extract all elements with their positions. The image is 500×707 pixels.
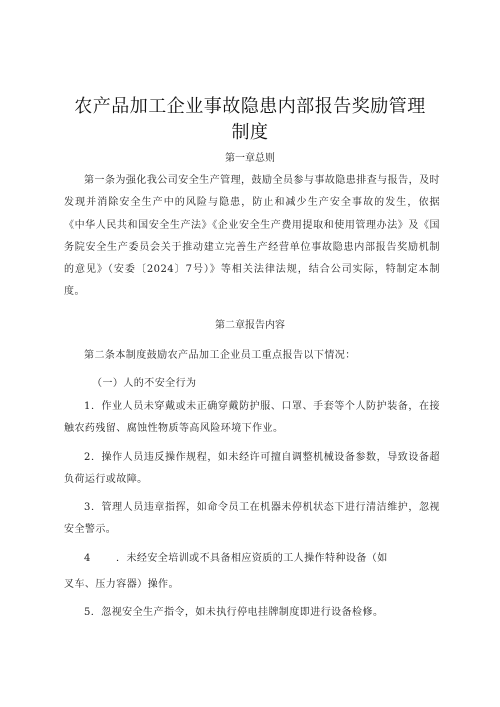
list-item-2: 2．操作人员违反操作规程，如未经许可擅自调整机械设备参数，导致设备超负荷运行或故障。 — [64, 452, 440, 486]
article-1-paragraph: 第一条为强化我公司安全生产管理，鼓励全员参与事故隐患排查与报告，及时发现并消除安全生产中的风险与隐患，防止和减少生产安全事故的发生，依据《中华人民共和国安全生产法》《企业安全生产费用提取和使用管理办法》及《国务院安全生产委员会关于推动建立完善生产经营单位事故隐患内部报告奖励机制的意见》（安委〔2024〕7号）》等相关法律法规，结合公司实际，特制定本制度。 — [64, 175, 440, 298]
list-item-5: 5．忽视安全生产指令，如未执行停电挂牌制度即进行设备检修。 — [84, 607, 384, 618]
list-item-4-text: ．未经安全培训或不具备相应资质的工人操作特种设备（如 — [116, 553, 388, 564]
list-item-4-number: 4 — [84, 553, 91, 564]
article-2-paragraph: 第二条本制度鼓励农产品加工企业员工重点报告以下情况： — [84, 350, 356, 361]
list-item-4-continuation: 叉车、压力容器）操作。 — [64, 579, 179, 590]
chapter-1-heading: 第一章总则 — [225, 153, 275, 164]
document-title: 农产品加工企业事故隐患内部报告奖励管理制度 — [74, 96, 426, 143]
list-item-1: 1．作业人员未穿戴或未正确穿戴防护服、口罩、手套等个人防护装备，在接触农药残留、腐蚀性物质等高风险环境下作业。 — [64, 401, 440, 435]
section-1-heading: （一）人的不安全行为 — [92, 378, 197, 389]
list-item-3: 3．管理人员违章指挥，如命令员工在机器未停机状态下进行清洁维护，忽视安全警示。 — [64, 502, 440, 536]
chapter-2-heading: 第二章报告内容 — [215, 320, 285, 331]
